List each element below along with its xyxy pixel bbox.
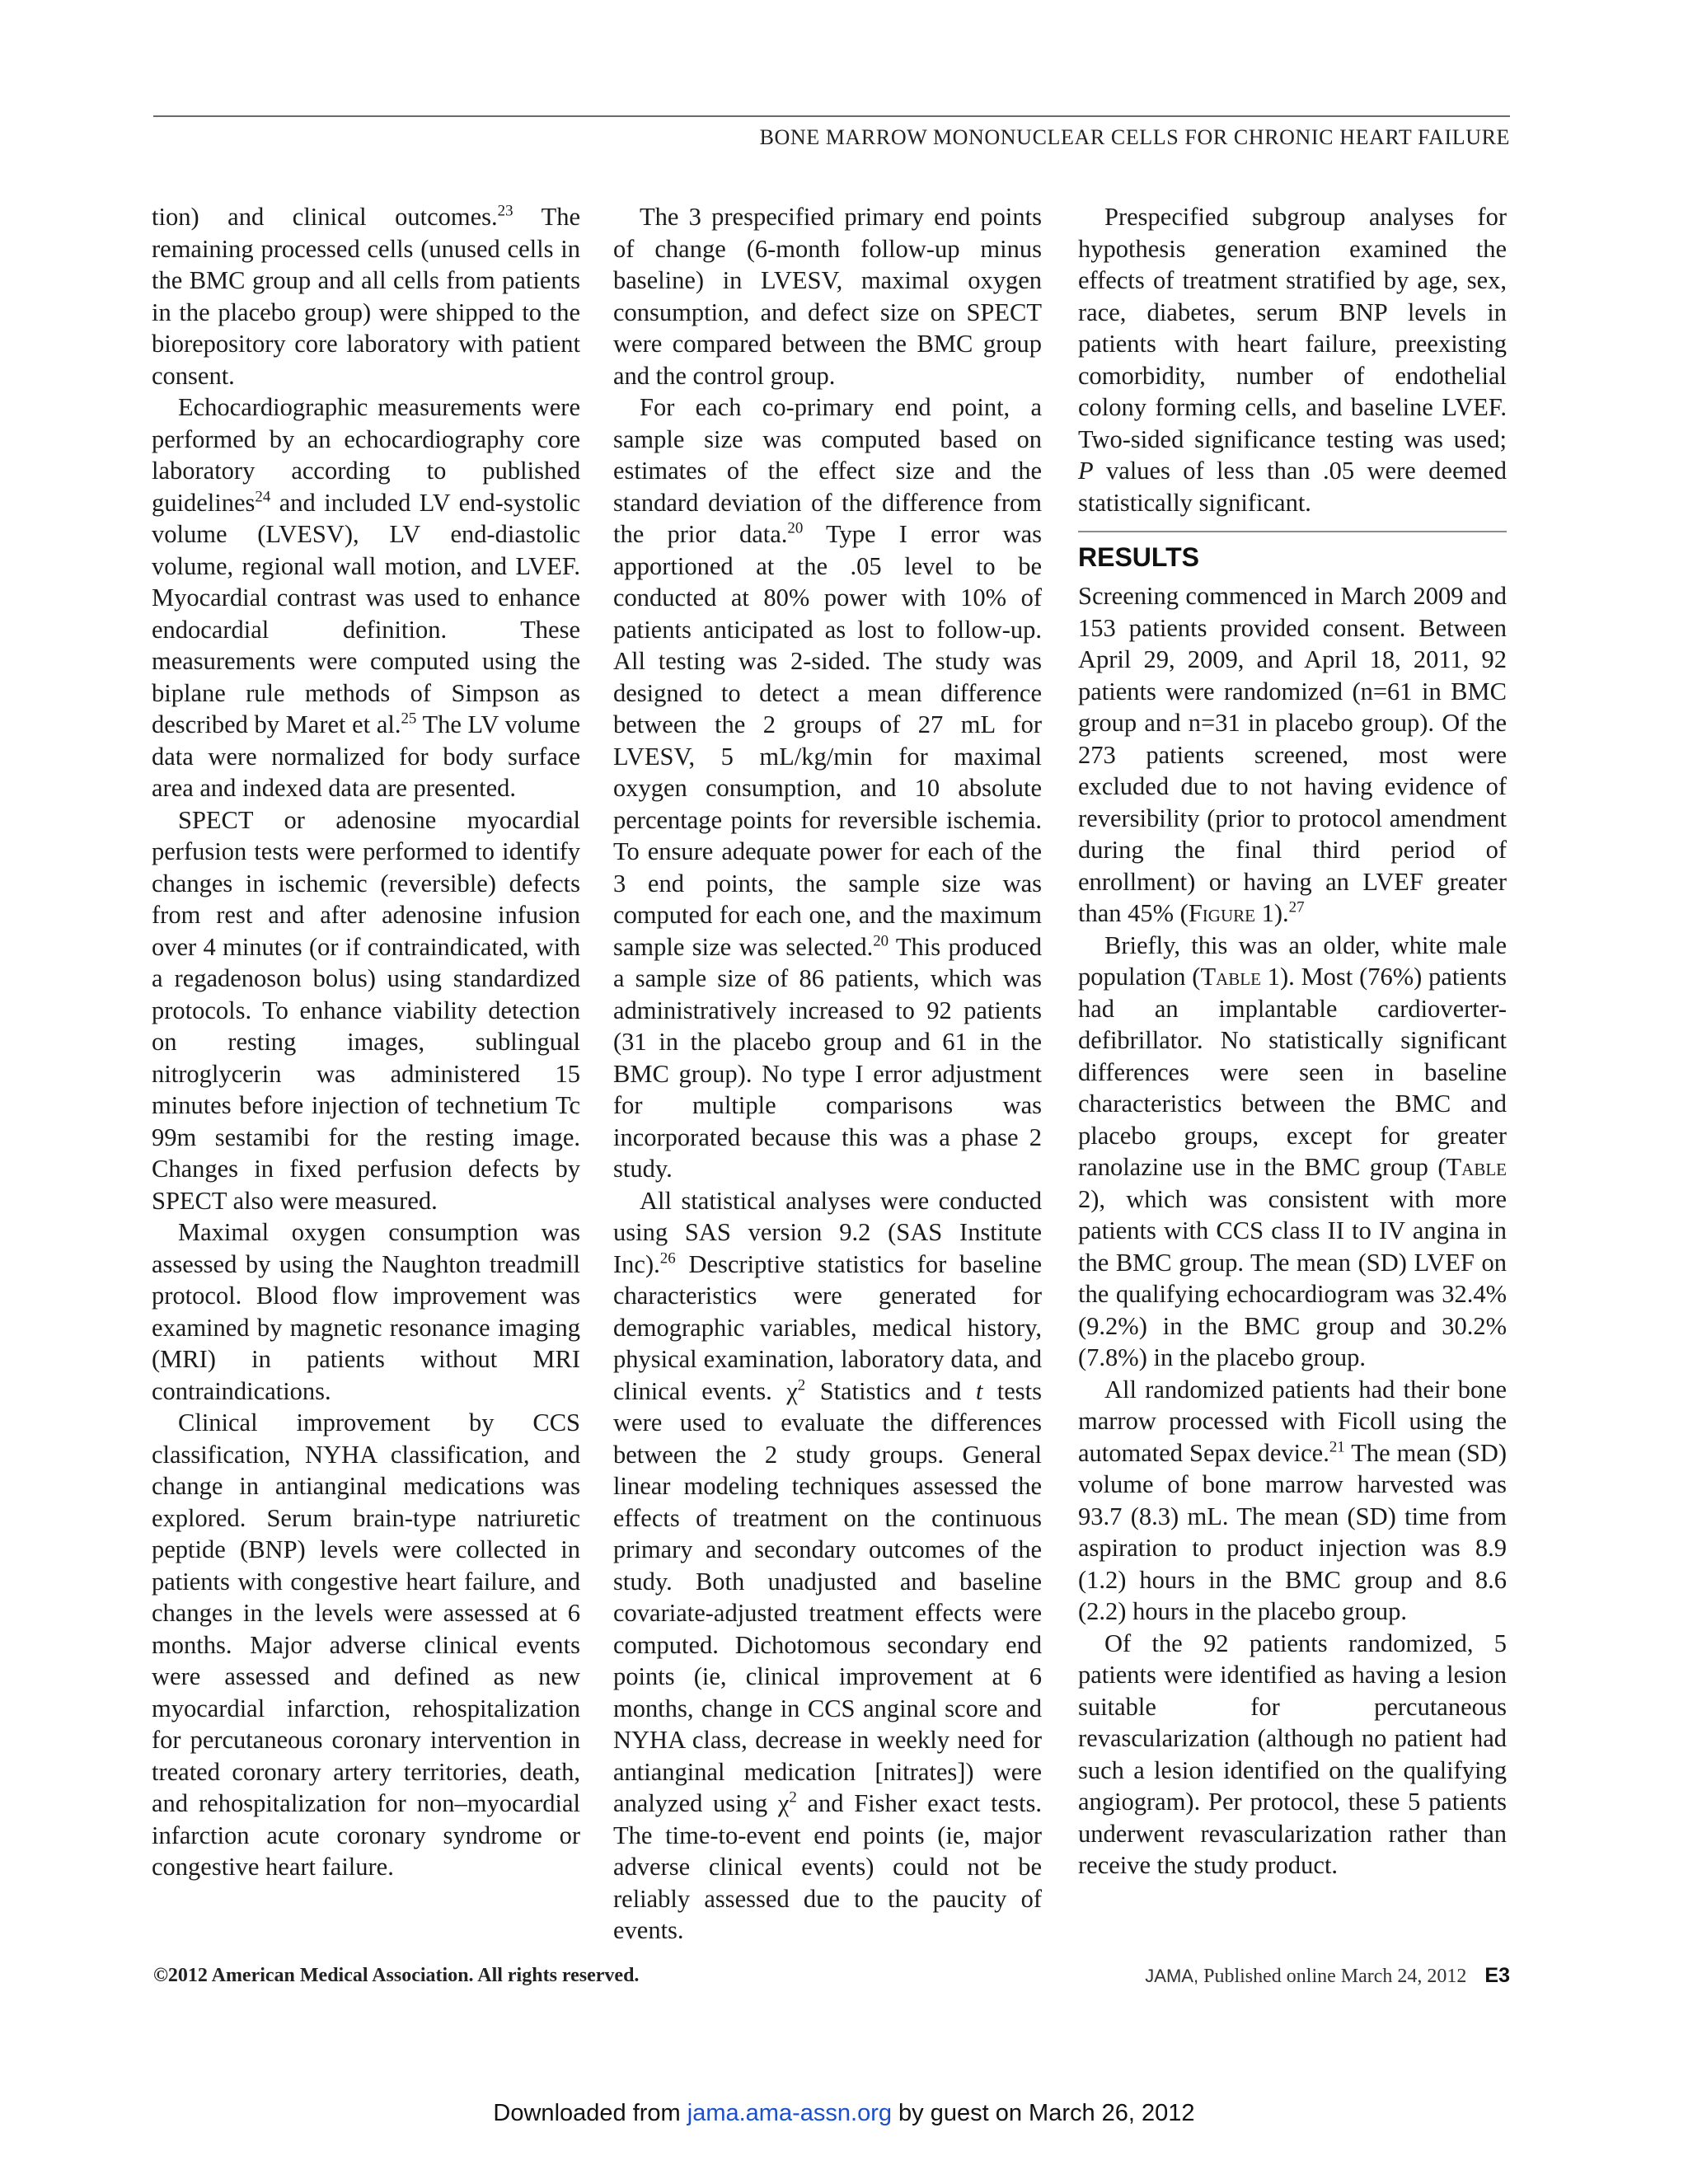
italic-text: t bbox=[975, 1376, 983, 1405]
paragraph bbox=[152, 391, 580, 804]
download-prefix: Downloaded from bbox=[493, 2100, 687, 2126]
cross-reference: Table 1 bbox=[1200, 963, 1280, 991]
publication-date: Published online March 24, 2012 bbox=[1198, 1966, 1467, 1987]
text-run: values of less than .05 were deemed statistically significant. bbox=[1078, 457, 1507, 517]
section-divider bbox=[1078, 531, 1507, 532]
paragraph bbox=[1078, 1374, 1507, 1628]
reference-superscript: 2 bbox=[789, 1788, 797, 1807]
cross-reference: Table 2 bbox=[1078, 1153, 1507, 1213]
paragraph bbox=[613, 1185, 1042, 1947]
text-run: Briefly, this was an older, white male population ( bbox=[1078, 930, 1507, 991]
paragraph bbox=[613, 201, 1042, 391]
reference-superscript: 27 bbox=[1288, 898, 1305, 916]
text-run: Clinical improvement by CCS classification, NYHA classification, and change in antianginal medications was explored. Serum brain-type natriuretic peptide (BNP) levels were collected in patients with congestive heart failure, and changes in the levels were assessed at 6 months. Major adverse clinical events were assessed and defined as new myocardial infarction, rehospitalization for percutaneous coronary intervention in treated coronary artery territories, death, and rehospitalization for non–myocardial infarction acute coronary syndrome or congestive heart failure. bbox=[152, 1408, 580, 1881]
header-rule bbox=[153, 115, 1510, 117]
text-column-2 bbox=[613, 201, 1042, 1947]
page-number: E3 bbox=[1484, 1964, 1510, 1987]
running-head: BONE MARROW MONONUCLEAR CELLS FOR CHRONIC HEART FAILURE bbox=[759, 125, 1510, 149]
paragraph bbox=[613, 391, 1042, 1185]
text-run: Prespecified subgroup analyses for hypothesis generation examined the effects of treatment stratified by age, sex, race, diabetes, serum BNP levels in patients with heart failure, preexisting comorbidity, number of endothelial colony forming cells, and baseline LVEF. Two-sided significance testing was used; bbox=[1078, 203, 1507, 453]
text-column-3 bbox=[1078, 201, 1507, 1882]
text-run: tests were used to evaluate the differences between the 2 study groups. General linear modeling techniques assessed the effects of treatment on the continuous primary and secondary outcomes of the study. Both unadjusted and baseline covariate-adjusted treatment effects were computed. Dichotomous secondary end points (ie, clinical improvement at 6 months, change in CCS anginal score and NYHA class, decrease in weekly need for antianginal medication [nitrates]) were analyzed using χ bbox=[613, 1376, 1043, 1817]
paragraph bbox=[1078, 1628, 1507, 1882]
text-run: All statistical analyses were conducted using SAS version 9.2 (SAS Institute Inc). bbox=[613, 1186, 1042, 1278]
text-column-1 bbox=[152, 201, 580, 1883]
download-suffix: by guest on March 26, 2012 bbox=[891, 2100, 1195, 2126]
reference-superscript: 20 bbox=[873, 931, 889, 949]
paragraph bbox=[152, 1216, 580, 1407]
reference-superscript: 26 bbox=[659, 1249, 676, 1267]
text-run: Echocardiographic measurements were performed by an echocardiography core laboratory according to published guidelines bbox=[152, 393, 580, 517]
reference-superscript: 25 bbox=[401, 710, 417, 728]
journal-site-link[interactable]: jama.ama-assn.org bbox=[687, 2100, 892, 2126]
text-run: All randomized patients had their bone marrow processed with Ficoll using the automated Sepax device. bbox=[1078, 1375, 1507, 1467]
copyright-notice: ©2012 American Medical Association. All rights reserved. bbox=[153, 1965, 640, 1986]
text-run: Type I error was apportioned at the .05 level to be conducted at 80% power with 10% of patients anticipated as lost to follow-up. All testing was 2-sided. The study was designed to detect a mean difference between the 2 groups of 27 mL for LVESV, 5 mL/kg/min for maximal oxygen consumption, and 10 absolute percentage points for reversible ischemia. To ensure adequate power for each of the 3 end points, the sample size was computed for each one, and the maximum sample size was selected. bbox=[613, 520, 1042, 961]
reference-superscript: 20 bbox=[787, 519, 804, 537]
text-run: tion) and clinical outcomes. bbox=[152, 203, 498, 231]
reference-superscript: 21 bbox=[1329, 1437, 1345, 1455]
text-run: ), which was consistent with more patients with CCS class II to IV angina in the BMC group. The mean (SD) LVEF on the qualifying echocardiogram was 32.4% (9.2%) in the BMC group and 30.2% (7.8%) in the placebo group. bbox=[1078, 1184, 1507, 1371]
reference-superscript: 24 bbox=[255, 487, 271, 505]
text-run: The 3 prespecified primary end points of change (6-month follow-up minus baseline) in LVESV, maximal oxygen consumption, and defect size on SPECT were compared between the BMC group and the control group. bbox=[613, 203, 1042, 390]
paragraph bbox=[152, 804, 580, 1217]
text-run: Descriptive statistics for baseline characteristics were generated for demographic variables, medical history, physical examination, laboratory data, and clinical events. χ bbox=[613, 1249, 1042, 1405]
text-run: The remaining processed cells (unused cells in the BMC group and all cells from patients in the placebo group) were shipped to the biorepository core laboratory with patient consent. bbox=[152, 203, 580, 390]
download-notice bbox=[0, 2100, 1688, 2127]
page-footer bbox=[1145, 1964, 1510, 1988]
italic-text: P bbox=[1078, 457, 1094, 485]
text-run: ). Most (76%) patients had an implantable cardioverter-defibrillator. No statistically significant differences were seen in baseline characteristics between the BMC and placebo groups, except for greater ranolazine use in the BMC group ( bbox=[1078, 963, 1507, 1181]
text-run: Screening commenced in March 2009 and 153 patients provided consent. Between April 29, 2009, and April 18, 2011, 92 patients were randomized (n=61 in BMC group and n=31 in placebo group). Of the 273 patients screened, most were excluded due to not having evidence of reversibility (prior to protocol amendment during the final third period of enrollment) or having an LVEF greater than 45% ( bbox=[1078, 582, 1507, 927]
reference-superscript: 2 bbox=[797, 1376, 806, 1394]
text-run: Maximal oxygen consumption was assessed by using the Naughton treadmill protocol. Blood flow improvement was examined by magnetic resonance imaging (MRI) in patients without MRI contraindications. bbox=[152, 1218, 580, 1405]
text-run: SPECT or adenosine myocardial perfusion tests were performed to identify changes in ischemic (reversible) defects from rest and after adenosine infusion over 4 minutes (or if contraindicated, with a regadenoson bolus) using standardized protocols. To enhance viability detection on resting images, sublingual nitroglycerin was administered 15 minutes before injection of technetium Tc 99m sestamibi for the resting image. Changes in fixed perfusion defects by SPECT also were measured. bbox=[152, 805, 580, 1215]
journal-name: JAMA, bbox=[1145, 1966, 1199, 1986]
text-run: and Fisher exact tests. The time-to-event end points (ie, major adverse clinical events) could not be reliably assessed due to the paucity of events. bbox=[613, 1789, 1042, 1944]
text-run: ). bbox=[1273, 899, 1289, 927]
cross-reference: Figure 1 bbox=[1188, 899, 1274, 927]
text-run: Of the 92 patients randomized, 5 patients were identified as having a lesion suitable for percutaneous revascularization (although no patient had such a lesion identified on the qualifying angiogram). Per protocol, these 5 patients underwent revascularization rather than receive the study product. bbox=[1078, 1629, 1507, 1879]
reference-superscript: 23 bbox=[497, 202, 513, 220]
text-run: Statistics and bbox=[805, 1376, 976, 1405]
text-run: and included LV end-systolic volume (LVESV), LV end-diastolic volume, regional wall motion, and LVEF. Myocardial contrast was used to enhance endocardial definition. These measurements were computed using the biplane rule methods of Simpson as described by Maret et al. bbox=[152, 488, 580, 738]
paragraph bbox=[152, 1407, 580, 1883]
text-run: For each co-primary end point, a sample size was computed based on estimates of the effect size and the standard deviation of the difference from the prior data. bbox=[613, 393, 1042, 548]
section-heading: RESULTS bbox=[1078, 542, 1199, 572]
text-run: This produced a sample size of 86 patients, which was administratively increased to 92 patients (31 in the placebo group and 61 in the BMC group). No type I error adjustment for multiple comparisons was incorporated because this was a phase 2 study. bbox=[613, 932, 1043, 1183]
text-run: The LV volume data were normalized for body surface area and indexed data are presented. bbox=[152, 710, 580, 802]
paragraph bbox=[1078, 580, 1507, 930]
paragraph bbox=[1078, 201, 1507, 518]
paragraph bbox=[1078, 930, 1507, 1374]
text-run: The mean (SD) volume of bone marrow harvested was 93.7 (8.3) mL. The mean (SD) time from aspiration to product injection was 8.9 (1.2) hours in the BMC group and 8.6 (2.2) hours in the placebo group. bbox=[1078, 1438, 1507, 1625]
paragraph bbox=[152, 201, 580, 391]
